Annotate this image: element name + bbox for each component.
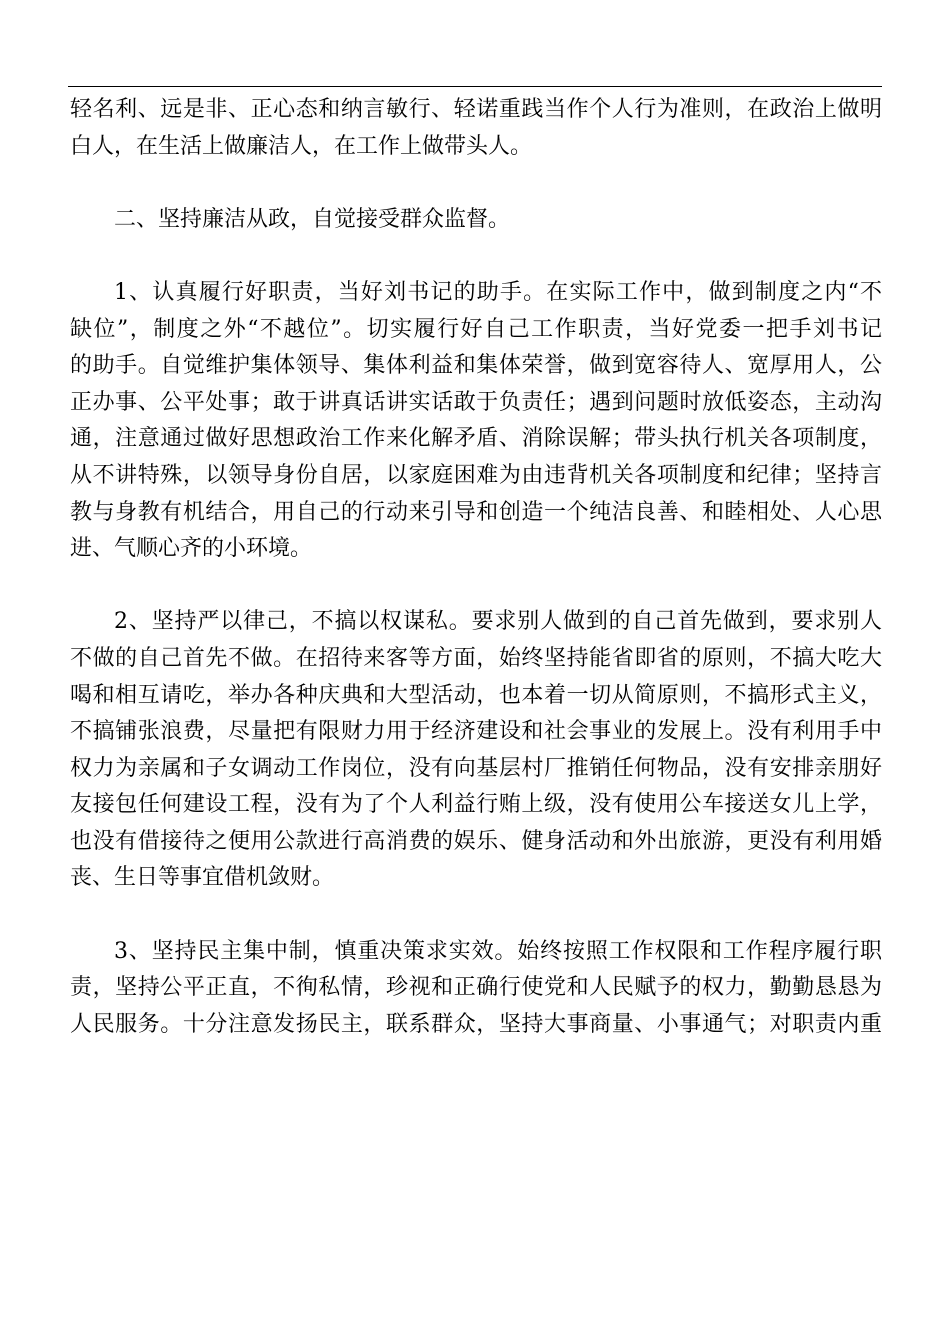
paragraph-item-3	[70, 934, 882, 1044]
document-body	[70, 92, 882, 1043]
text-line: 1、认真履行好职责，当好刘书记的助手。在实际工作中，做到制度之内“不	[114, 279, 882, 305]
text-line: 喝和相互请吃，举办各种庆典和大型活动，也本着一切从简原则，不搞形式主义，	[70, 682, 882, 708]
paragraph-gap	[70, 897, 882, 934]
paragraph-continuation	[70, 92, 882, 165]
text-line: 2、坚持严以律己，不搞以权谋私。要求别人做到的自己首先做到，要求别人	[114, 609, 882, 635]
text-line: 二、坚持廉洁从政，自觉接受群众监督。	[114, 206, 511, 232]
text-line: 缺位”，制度之外“不越位”。切实履行好自己工作职责，当好党委一把手刘书记	[70, 316, 882, 342]
text-line: 丧、生日等事宜借机敛财。	[70, 865, 335, 891]
paragraph-gap	[70, 568, 882, 605]
text-line: 不搞铺张浪费，尽量把有限财力用于经济建设和社会事业的发展上。没有利用手中	[70, 719, 882, 745]
section-heading-2	[70, 202, 882, 239]
paragraph-item-1	[70, 275, 882, 568]
text-line: 白人，在生活上做廉洁人，在工作上做带头人。	[70, 133, 533, 159]
text-line: 正办事、公平处事；敢于讲真话讲实话敢于负责任；遇到问题时放低姿态，主动沟	[70, 389, 882, 415]
text-line: 不做的自己首先不做。在招待来客等方面，始终坚持能省即省的原则，不搞大吃大	[70, 645, 882, 671]
paragraph-gap	[70, 165, 882, 202]
text-line: 也没有借接待之便用公款进行高消费的娱乐、健身活动和外出旅游，更没有利用婚	[70, 828, 882, 854]
text-line: 责，坚持公平正直，不徇私情，珍视和正确行使党和人民赋予的权力，勤勤恳恳为	[70, 975, 882, 1001]
text-line: 进、气顺心齐的小环境。	[70, 536, 313, 562]
text-line: 教与身教有机结合，用自己的行动来引导和创造一个纯洁良善、和睦相处、人心思	[70, 499, 882, 525]
text-line: 的助手。自觉维护集体领导、集体利益和集体荣誉，做到宽容待人、宽厚用人，公	[70, 353, 882, 379]
text-line: 人民服务。十分注意发扬民主，联系群众，坚持大事商量、小事通气；对职责内重	[70, 1011, 882, 1037]
text-line: 权力为亲属和子女调动工作岗位，没有向基层村厂推销任何物品，没有安排亲朋好	[70, 755, 882, 781]
paragraph-gap	[70, 238, 882, 275]
text-line: 友接包任何建设工程，没有为了个人利益行贿上级，没有使用公车接送女儿上学，	[70, 792, 882, 818]
paragraph-item-2	[70, 604, 882, 897]
header-rule	[68, 86, 882, 87]
text-line: 从不讲特殊，以领导身份自居，以家庭困难为由违背机关各项制度和纪律；坚持言	[70, 462, 882, 488]
text-line: 轻名利、远是非、正心态和纳言敏行、轻诺重践当作个人行为准则，在政治上做明	[70, 97, 882, 122]
text-line: 通，注意通过做好思想政治工作来化解矛盾、消除误解；带头执行机关各项制度，	[70, 426, 882, 452]
text-line: 3、坚持民主集中制，慎重决策求实效。始终按照工作权限和工作程序履行职	[114, 938, 882, 964]
